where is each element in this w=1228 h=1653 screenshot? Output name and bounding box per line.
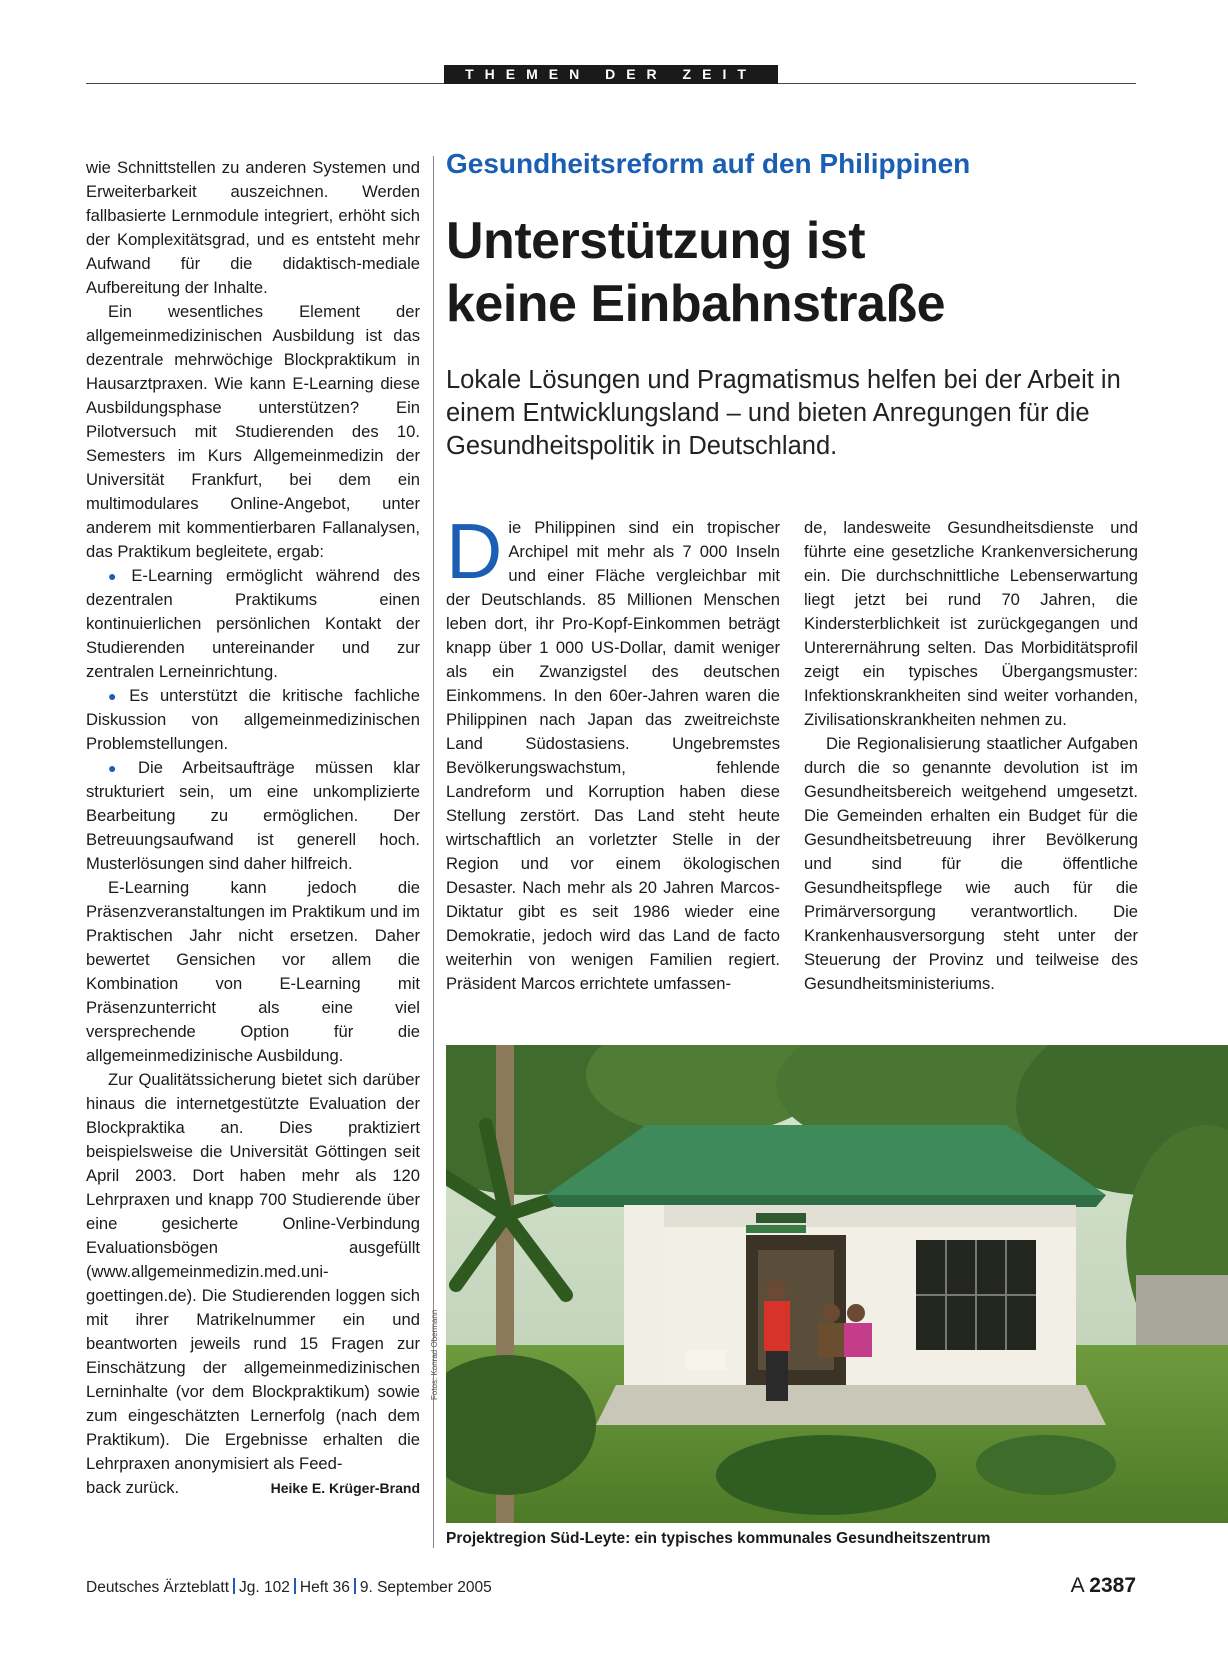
photo-caption: Projektregion Süd-Leyte: ein typisches kommunales Gesundheitszentrum (446, 1530, 991, 1547)
article-lead: Lokale Lösungen und Pragmatismus helfen bei der Arbeit in einem Entwicklungsland – und bieten Anregungen für die Gesundheitspolitik in Deutschland. (446, 366, 1121, 460)
issue-date: 9. September 2005 (359, 1579, 492, 1596)
signature-line (86, 1476, 420, 1500)
footer-separator (354, 1578, 356, 1594)
volume: Jg. 102 (239, 1579, 290, 1596)
bullet-icon: ● (108, 760, 133, 776)
article-paragraph-2: de, landesweite Gesundheitsdienste und führte eine gesetzliche Krankenversicherung ein. Die durchschnittliche Lebenserwartung liegt jetzt bei rund 70 Jahren, die Kindersterblichkeit ist zurückgegangen und Unterernährung selten. Das Morbiditätsprofil zeigt ein typisches Übergangsmuster: Infektionskrankheiten sind weiter vorhanden, Zivilisationskrankheiten nehmen zu. (804, 518, 1138, 729)
left-column (86, 156, 420, 1500)
footer-separator (294, 1578, 296, 1594)
left-paragraph-1: wie Schnittstellen zu anderen Systemen und Erweiterbarkeit auszeichnen. Werden fallbasierte Lernmodule integriert, erhöht sich der Komplexitätsgrad, und es entsteht mehr Aufwand für die didaktisch-mediale Aufbereitung der Inhalte. (86, 158, 420, 297)
journal-name: Deutsches Ärzteblatt (86, 1579, 230, 1596)
footer-separator (233, 1578, 235, 1594)
health-center-photo (446, 1045, 1228, 1523)
drop-cap: D (446, 507, 503, 595)
bullet-icon: ● (108, 568, 126, 584)
article-column-1 (446, 507, 780, 996)
left-paragraph-4: Zur Qualitätssicherung bietet sich darüber hinaus die internetgestützte Evaluation der Blockpraktika an. Dies praktiziert beispielsweise die Universität Göttingen seit April 2003. Dort haben mehr als 120 Lehrpraxen und knapp 700 Studierende über eine gesicherte Online-Verbindung Evaluationsbögen ausgefüllt (www.allgemeinmedizin.med.uni-goettingen.de). Die Studierenden loggen sich mit ihrer Matrikelnummer ein und beantworten jeweils rund 15 Fragen zur Einschätzung der allgemeinmedizinischen Lerninhalte (vor dem Blockpraktikum) sowie zum eingeschätzten Lernerfolg (nach dem Praktikum). Die Ergebnisse erhalten die Lehrpraxen anonymisiert als Feed- (86, 1070, 420, 1473)
headline-line-1: Unterstützung ist (446, 212, 866, 270)
bullet-item: ● Es unterstützt die kritische fachliche Diskussion von allgemeinmedizinischen Problemstellungen. (86, 686, 420, 753)
headline-line-2: keine Einbahnstraße (446, 275, 946, 333)
article-column-2 (804, 516, 1138, 996)
article-paragraph-3: Die Regionalisierung staatlicher Aufgaben durch die so genannte devolution ist im Gesundheitsbereich weitgehend umgesetzt. Die Gemeinden erhalten ein Budget für die Gesundheitsbetreuung ihrer Bevölkerung und sind für die öffentliche Gesundheitspflege wie auch für die Primärversorgung verantwortlich. Die Krankenhausversorgung steht unter der Steuerung der Provinz und teilweise des Gesundheitsministeriums. (804, 734, 1138, 993)
article-headline (446, 210, 945, 336)
author-signature: Heike E. Krüger-Brand (270, 1480, 420, 1496)
bullet-item: ● E-Learning ermöglicht während des dezentralen Praktikums einen kontinuierlichen persönlichen Kontakt der Studierenden untereinander und zur zentralen Lerneinrichtung. (86, 566, 420, 681)
page-footer (86, 1578, 492, 1597)
section-banner: THEMEN DER ZEIT (444, 65, 778, 84)
page-number: A 2387 (1070, 1574, 1136, 1597)
article-paragraph-1: Die Philippinen sind ein tropischer Archipel mit mehr als 7 000 Inseln und einer Fläche vergleichbar mit der Deutschlands. 85 Millionen Menschen leben dort, ihr Pro-Kopf-Einkommen beträgt knapp über 1 000 US-Dollar, damit weniger als ein Zwanzigstel des deutschen Einkommens. In den 60er-Jahren waren die Philippinen nach Japan das zweitreichste Land Südostasiens. Ungebremstes Bevölkerungswachstum, fehlende Landreform und Korruption haben diese Stellung zerstört. Das Land steht heute wirtschaftlich an vorletzter Stelle in der Region und vor einem ökologischen Desaster. Nach mehr als 20 Jahren Marcos-Diktatur gibt es seit 1986 wieder eine Demokratie, jedoch wird das Land de facto weiterhin von wenigen Familien regiert. Präsident Marcos errichtete umfassen- (446, 507, 780, 993)
left-paragraph-2: Ein wesentliches Element der allgemeinmedizinischen Ausbildung ist das dezentrale mehrwöchige Blockpraktikum in Hausarztpraxen. Wie kann E-Learning diese Ausbildungsphase unterstützen? Ein Pilotversuch mit Studierenden des 10. Semesters im Kurs Allgemeinmedizin der Universität Frankfurt, bei dem ein multimodulares Online-Angebot, unter anderem mit kommentierbaren Fallanalysen, das Praktikum begleitete, ergab: (86, 302, 420, 561)
bullet-item: ● Die Arbeitsaufträge müssen klar strukturiert sein, um eine unkomplizierte Bearbeitung zu ermöglichen. Der Betreuungsaufwand ist generell hoch. Musterlösungen sind daher hilfreich. (86, 758, 420, 873)
issue: Heft 36 (299, 1579, 350, 1596)
photo-credit: Fotos: Konrad Obermann (430, 1309, 439, 1400)
left-paragraph-3: E-Learning kann jedoch die Präsenzveranstaltungen im Praktikum und im Praktischen Jahr nicht ersetzen. Daher bewertet Gensichen vor allem die Kombination von E-Learning mit Präsenzunterricht als eine viel versprechende Option für die allgemeinmedizinische Ausbildung. (86, 878, 420, 1065)
bullet-icon: ● (108, 688, 124, 704)
article-kicker: Gesundheitsreform auf den Philippinen (446, 148, 971, 179)
left-paragraph-end: back zurück. (86, 1478, 180, 1497)
